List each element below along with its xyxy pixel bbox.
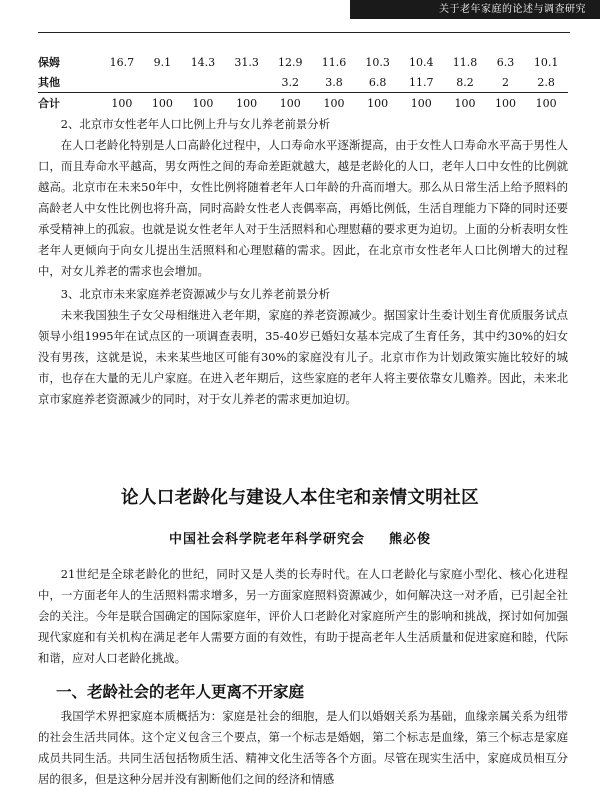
affiliation: 中国社会科学院老年科学研究会 [168, 532, 365, 547]
table-cell: 14.3 [190, 55, 216, 69]
table-cell: 10.4 [409, 55, 434, 69]
table-row [38, 72, 568, 93]
table-cell: 11.7 [409, 75, 434, 89]
byline [0, 528, 600, 547]
table-cell: 2.8 [537, 75, 555, 89]
stats-table [38, 52, 568, 113]
table-cell: 16.7 [109, 55, 135, 69]
table-cell: 10.3 [365, 55, 390, 69]
table-cell [100, 72, 144, 93]
table-cell: 100 [356, 93, 400, 114]
section-3-paragraph: 未来我国独生子女父母相继进入老年期，家庭的养老资源减少。据国家计生委计划生育优质服务试点领导小组1995年在试点区的一项调查表明，35-40岁已婚妇女基本完成了生育任务，其中约30%的妇女没有男孩，这就是说，未来某些地区可能有30%的家庭没有儿子。北京市作为计划政策实施比较好的城市，也存在大量的无儿户家庭。在进入老年期后，这些家庭的老年人将主要依靠女儿赡养。因此，未来北京市家庭养老资源减少的同时，对于女儿养老的需求更加迫切。 [38, 308, 568, 406]
section-2-paragraph: 在人口老龄化特别是人口高龄化过程中，人口寿命水平逐渐提高，由于女性人口寿命水平高于男性人口，而且寿命水平越高，男女两性之间的寿命差距就越大，越是老龄化的人口，老年人口中女性的比例就越高。北京市在未来50年中，女性比例将随着老年人口年龄的升高而增大。那么从日常生活上给予照料的高龄老人中女性比例也将升高，同时高龄女性老人丧偶率高，再婚比例低，生活自理能力下降的同时还要承受精神上的孤寂。也就是说女性老年人对于生活照料和心理慰藉的要求更为迫切。上面的分析表明女性老年人更倾向于向女儿提出生活照料和心理慰藉的需求。因此，在北京市女性老年人口比例增大的过程中，对女儿养老的需求也会增加。 [38, 138, 568, 278]
intro-paragraph: 21世纪是全球老龄化的世纪，同时又是人类的长寿时代。在人口老龄化与家庭小型化、核心化进程中，一方面老年人的生活照料需求增多，另一方面家庭照料资源减少，如何解决这一对矛盾，已引起全社会的关注。今年是联合国确定的国际家庭年，评价人口老龄化对家庭所产生的影响和挑战，探讨如何加强现代家庭和有关机构在满足老年人需要方面的有效性，有助于提高老年人生活质量和促进家庭和睦，代际和谐，应对人口老龄化挑战。 [38, 567, 568, 665]
section-2-heading: 2、北京市女性老年人口比例上升与女儿养老前景分析 [60, 117, 331, 131]
running-head: 关于老年家庭的论述与调查研究 [350, 0, 600, 19]
table-top-rule [38, 32, 570, 33]
table-cell: 100 [399, 93, 443, 114]
table-cell: 10.1 [533, 55, 559, 69]
table-cell [181, 72, 225, 93]
table-cell: 100 [100, 93, 144, 114]
table-cell: 3.2 [281, 75, 300, 89]
table-row [38, 52, 568, 72]
table-cell: 100 [524, 93, 568, 114]
table-cell: 31.3 [234, 55, 259, 69]
table-cell: 100 [443, 93, 487, 114]
table-cell: 12.9 [278, 55, 303, 69]
table-cell: 8.2 [456, 75, 474, 89]
table-cell: 6.8 [368, 75, 387, 89]
table-row [38, 93, 568, 114]
table-cell [225, 72, 269, 93]
table-cell: 100 [312, 93, 356, 114]
section-one-heading: 一、老龄社会的老年人更离不开家庭 [56, 683, 305, 701]
table-cell: 100 [487, 93, 524, 114]
section-one-body [38, 706, 568, 790]
table-cell: 11.8 [452, 55, 478, 69]
table-cell: 9.1 [153, 55, 172, 69]
row-label: 其他 [38, 76, 60, 89]
table-cell: 100 [225, 93, 269, 114]
table-cell: 2 [502, 75, 510, 89]
author: 熊必俊 [389, 532, 432, 547]
table-cell: 100 [144, 93, 181, 114]
row-label: 保姆 [38, 56, 60, 69]
continued-text [38, 112, 568, 410]
row-label: 合计 [38, 93, 100, 114]
table-cell: 6.3 [496, 55, 515, 69]
article-title: 论人口老龄化与建设人本住宅和亲情文明社区 [121, 488, 479, 508]
table-cell: 11.6 [321, 55, 347, 69]
table-cell [144, 72, 181, 93]
table-cell: 100 [181, 93, 225, 114]
table-cell: 3.8 [325, 75, 343, 89]
table-cell: 100 [268, 93, 312, 114]
section-3-heading: 3、北京市未来家庭养老资源减少与女儿养老前景分析 [60, 287, 331, 301]
article-intro [38, 564, 568, 669]
section-one-paragraph: 我国学术界把家庭本质概括为：家庭是社会的细胞，是人们以婚姻关系为基础，血缘亲属关系为纽带的社会生活共同体。这个定义包含三个要点，第一个标志是婚姻，第二个标志是血缘，第三个标志是家庭成员共同生活。共同生活包括物质生活、精神文化生活等各个方面。尽管在现实生活中，家庭成员相互分居的很多，但是这种分居并没有割断他们之间的经济和情感 [38, 709, 568, 786]
